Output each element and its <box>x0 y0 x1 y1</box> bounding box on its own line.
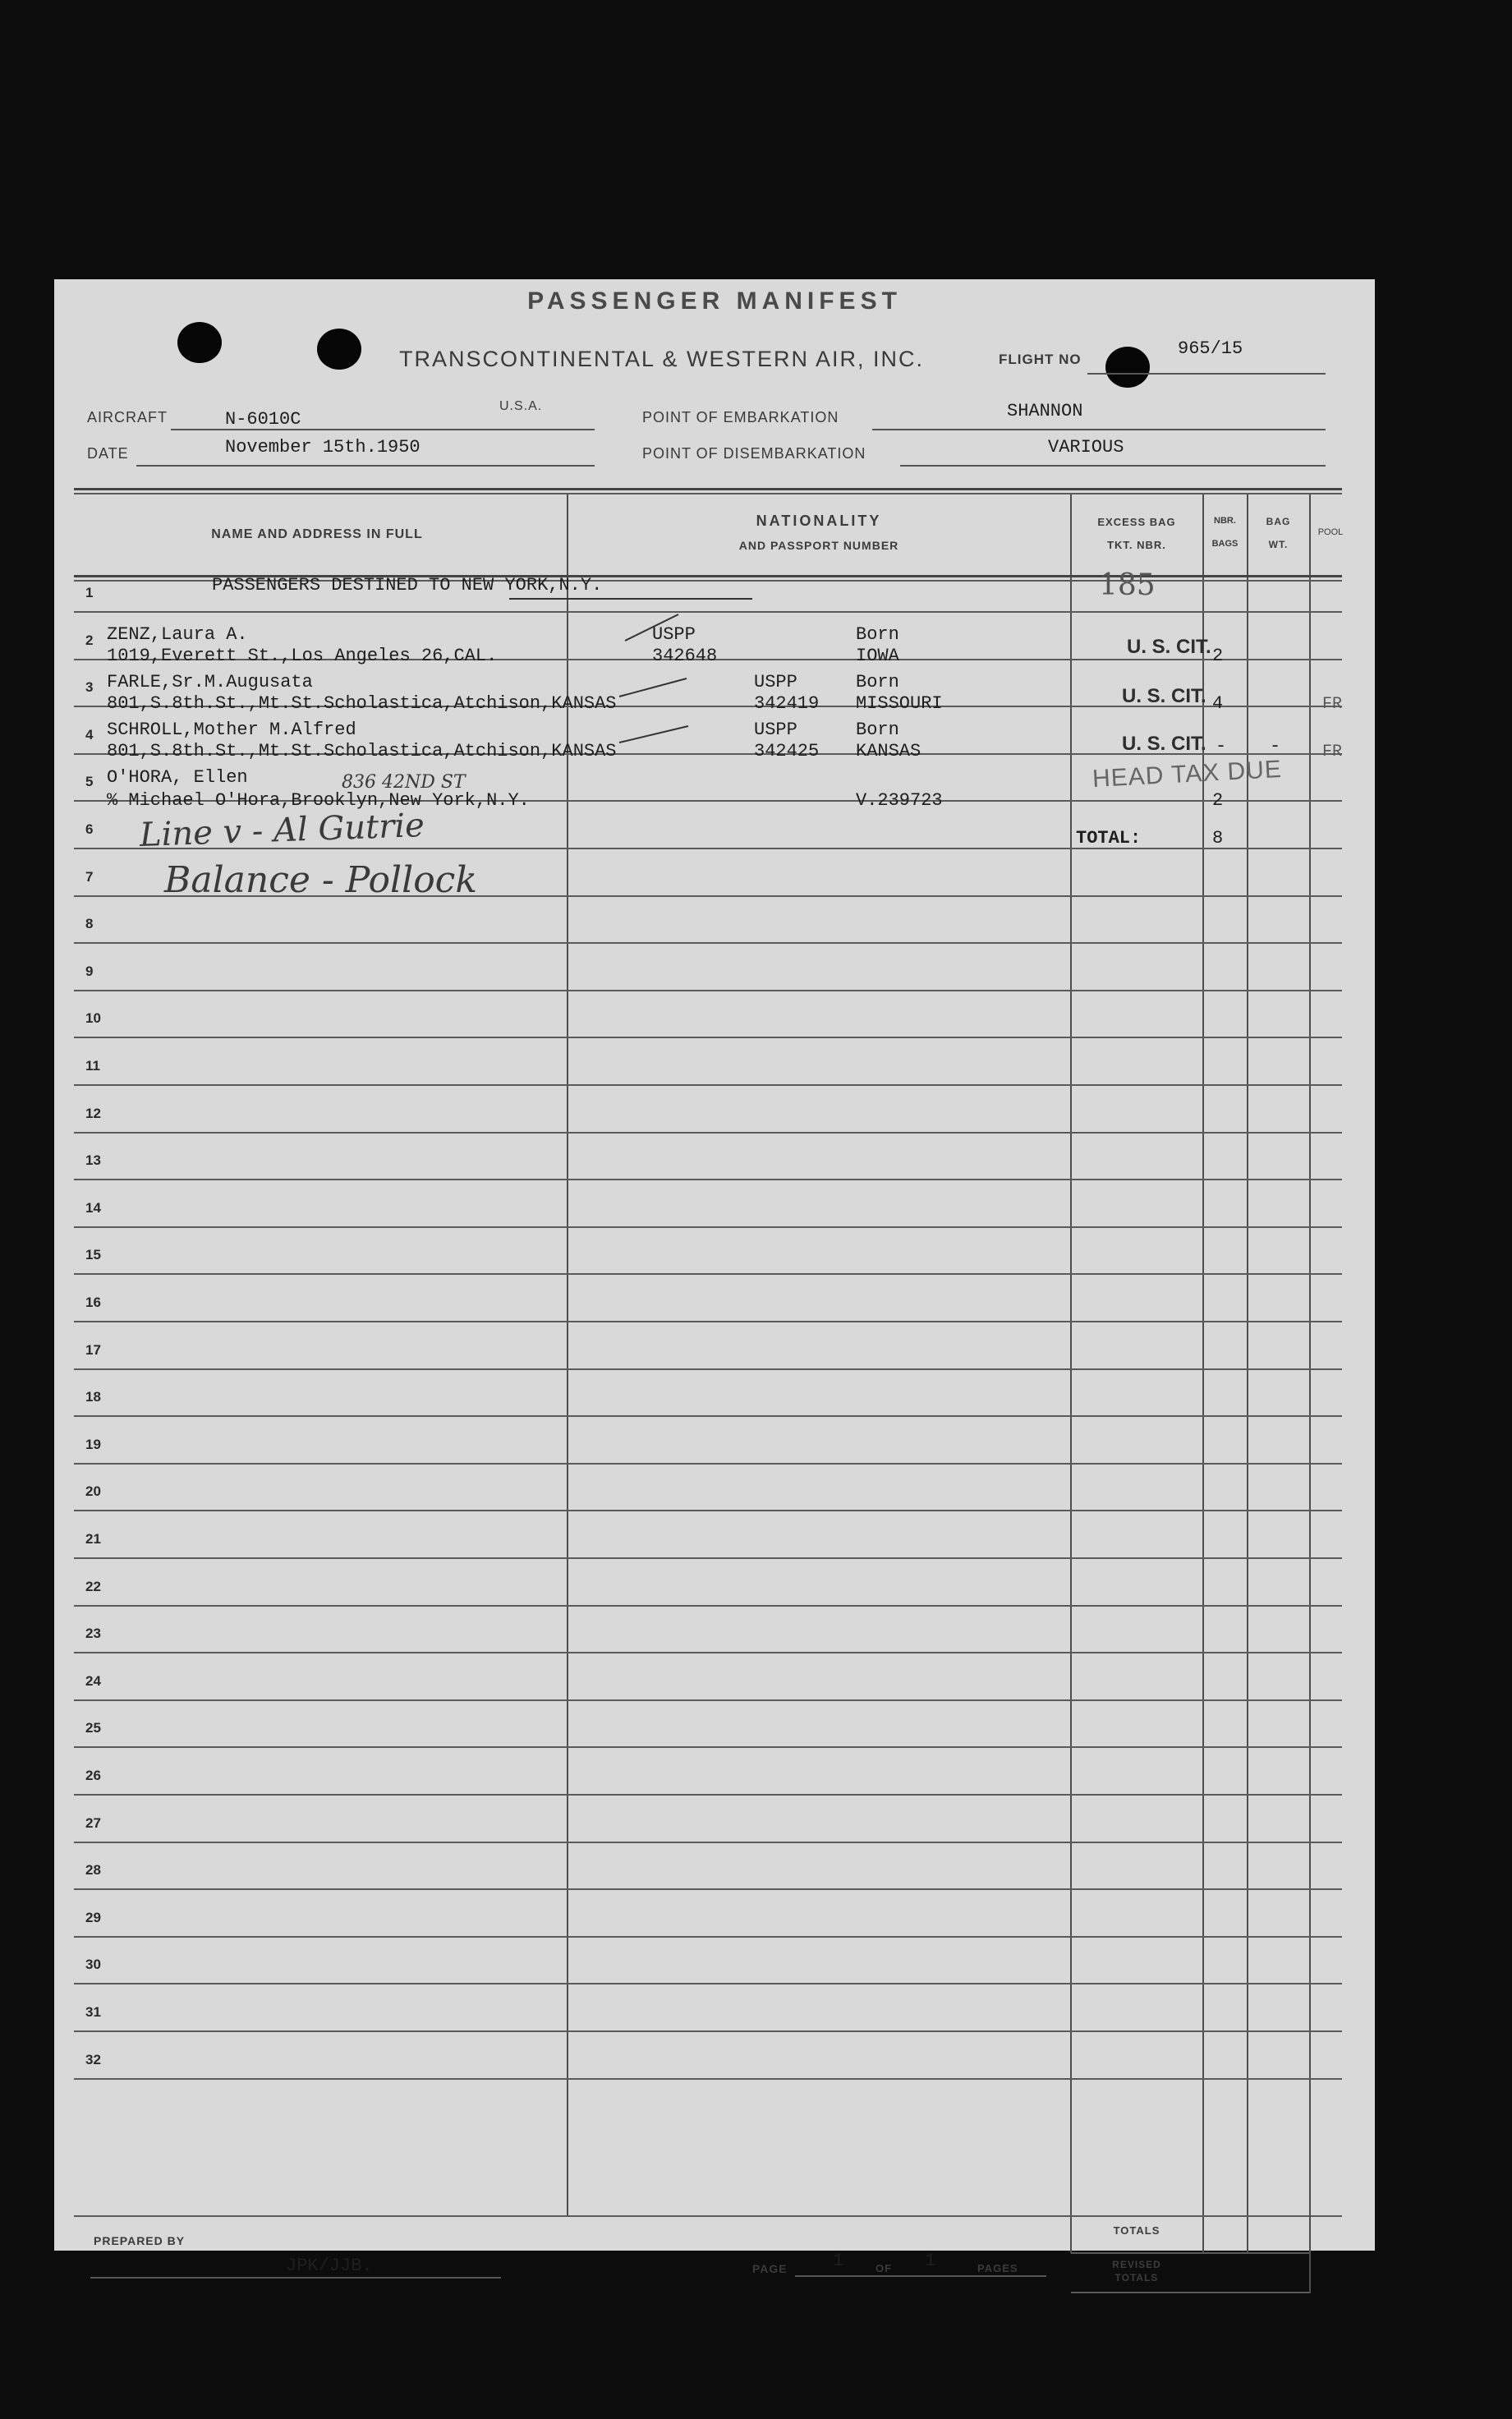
page-label: PAGE <box>752 2262 788 2275</box>
row5-head-tax-stamp: HEAD TAX DUE <box>1091 755 1283 793</box>
row2-passport-type: USPP <box>652 624 696 645</box>
row4-state: KANSAS <box>856 741 921 761</box>
row-divider <box>74 1037 1342 1038</box>
aircraft-label: AIRCRAFT <box>87 409 168 425</box>
row6-total-label: TOTAL: <box>1076 828 1142 848</box>
row2-state: IOWA <box>856 646 899 666</box>
manifest-sheet <box>54 279 1375 2283</box>
embarkation-label: POINT OF EMBARKATION <box>642 409 839 425</box>
row4-bag-weight: - <box>1270 736 1281 757</box>
revised-totals-label: TOTALS <box>1114 2272 1159 2283</box>
row-divider <box>74 1368 1342 1370</box>
row-divider <box>74 1888 1342 1890</box>
row-number: 2 <box>85 632 94 648</box>
row-divider <box>74 1321 1342 1322</box>
row-divider <box>74 1179 1342 1180</box>
row-number: 4 <box>85 726 94 743</box>
revised-label: REVISED <box>1112 2259 1161 2270</box>
disembarkation-value: VARIOUS <box>1048 437 1124 458</box>
row3-name: FARLE,Sr.M.Augusata <box>107 672 313 692</box>
row-number: 15 <box>85 1247 101 1263</box>
row-divider <box>74 1746 1342 1748</box>
row-number: 17 <box>85 1341 101 1358</box>
row2-citizen-stamp: U. S. CIT. <box>1127 636 1211 658</box>
row-number: 6 <box>85 821 94 837</box>
row1-ticket: 185 <box>1099 568 1156 602</box>
header-nationality: NATIONALITY <box>756 513 882 529</box>
row-divider <box>74 1084 1342 1086</box>
row-number: 7 <box>85 868 94 885</box>
row1-text: PASSENGERS DESTINED TO NEW YORK,N.Y. <box>212 575 603 596</box>
row-number: 32 <box>85 2051 101 2067</box>
row-number: 9 <box>85 963 94 979</box>
row5-name: O'HORA, Ellen <box>107 767 248 788</box>
header-bag: BAG <box>1266 516 1291 527</box>
header-ticket-nbr: TKT. NBR. <box>1107 539 1166 551</box>
row3-bags: 4 <box>1212 693 1224 714</box>
row6-total: 8 <box>1212 828 1224 848</box>
date-label: DATE <box>87 445 129 462</box>
row-number: 22 <box>85 1578 101 1594</box>
header-passport: AND PASSPORT NUMBER <box>738 539 899 552</box>
row3-citizen-stamp: U. S. CIT. <box>1122 685 1206 707</box>
row2-bags: 2 <box>1212 646 1224 666</box>
airline-name: TRANSCONTINENTAL & WESTERN AIR, INC. <box>399 347 925 371</box>
header-name-address: NAME AND ADDRESS IN FULL <box>211 527 423 541</box>
embarkation-value: SHANNON <box>1007 401 1083 421</box>
row-divider <box>74 1652 1342 1653</box>
row4-passport-type: USPP <box>754 720 797 740</box>
header-excess-bag: EXCESS BAG <box>1097 516 1176 528</box>
row-number: 11 <box>85 1058 100 1074</box>
pages-label: PAGES <box>977 2262 1018 2274</box>
punch-hole <box>177 322 222 363</box>
row-divider <box>74 990 1342 991</box>
row-number: 30 <box>85 1957 101 1973</box>
header-wt: WT. <box>1268 539 1289 550</box>
row-divider <box>74 1605 1342 1607</box>
header-bags: BAGS <box>1211 539 1239 549</box>
row4-citizen-stamp: U. S. CIT. <box>1122 733 1206 755</box>
header-pool: POOL <box>1317 527 1344 537</box>
row3-state: MISSOURI <box>856 693 943 714</box>
disembarkation-label: POINT OF DISEMBARKATION <box>642 445 866 462</box>
row-number: 31 <box>85 2004 101 2020</box>
row5-visa: V.239723 <box>856 790 943 811</box>
row3-passport-type: USPP <box>754 672 797 692</box>
aircraft-value: N-6010C <box>225 409 301 430</box>
row-number: 8 <box>85 916 94 932</box>
row3-pool: FR <box>1322 695 1343 714</box>
row-number: 21 <box>85 1531 101 1547</box>
row-number: 14 <box>85 1199 101 1216</box>
row-number: 23 <box>85 1626 101 1642</box>
row-divider <box>74 1463 1342 1465</box>
header-nbr: NBR. <box>1214 516 1236 526</box>
row4-pool: FR <box>1322 743 1343 761</box>
manifest-title: PASSENGER MANIFEST <box>527 287 902 315</box>
usa-label: U.S.A. <box>499 399 543 413</box>
row-number: 25 <box>85 1720 101 1736</box>
row-divider <box>74 2078 1342 2080</box>
row-number: 27 <box>85 1814 101 1831</box>
prepared-by-value: JPK/JJB. <box>286 2256 373 2276</box>
row-divider <box>74 1415 1342 1417</box>
row-divider <box>74 1699 1342 1701</box>
row2-name: ZENZ,Laura A. <box>107 624 248 645</box>
row3-born: Born <box>856 672 899 692</box>
row3-passport-no: 342419 <box>754 693 820 714</box>
check-marks <box>547 608 958 821</box>
row-divider <box>74 1936 1342 1938</box>
page-number: 1 <box>833 2251 844 2271</box>
row4-address: 801,S.8th.St.,Mt.St.Scholastica,Atchison,KANSAS <box>107 741 617 761</box>
row5-bags: 2 <box>1212 790 1224 811</box>
row-divider <box>74 942 1342 944</box>
row-number: 18 <box>85 1389 101 1405</box>
row-number: 16 <box>85 1295 101 1310</box>
row2-passport-no: 342648 <box>652 646 718 666</box>
row-divider <box>74 1842 1342 1843</box>
row3-address: 801,S.8th.St.,Mt.St.Scholastica,Atchison,KANSAS <box>107 693 617 714</box>
row-number: 5 <box>85 774 94 790</box>
row-number: 24 <box>85 1672 101 1689</box>
row-divider <box>74 1226 1342 1228</box>
row-divider <box>74 1132 1342 1134</box>
row5-handwritten-address: 836 42ND ST <box>342 772 466 793</box>
row4-passport-no: 342425 <box>754 741 820 761</box>
row-divider <box>74 1557 1342 1559</box>
row-divider <box>74 1794 1342 1796</box>
row-number: 3 <box>85 679 94 696</box>
row-number: 12 <box>85 1105 101 1121</box>
row4-born: Born <box>856 720 899 740</box>
row-number: 20 <box>85 1483 101 1500</box>
flight-no-label: FLIGHT NO <box>999 352 1082 367</box>
row-divider <box>74 1273 1342 1275</box>
row-number: 13 <box>85 1152 101 1169</box>
row2-address: 1019,Everett St.,Los Angeles 26,CAL. <box>107 646 498 666</box>
row-number: 29 <box>85 1909 101 1925</box>
flight-number: 965/15 <box>1178 338 1243 359</box>
row-divider <box>74 1983 1342 1984</box>
row-number: 1 <box>85 585 94 600</box>
row-divider <box>74 2030 1342 2032</box>
row4-name: SCHROLL,Mother M.Alfred <box>107 720 356 740</box>
row-number: 19 <box>85 1436 101 1452</box>
date-value: November 15th.1950 <box>225 437 421 458</box>
handwritten-signature-2: Balance - Pollock <box>164 859 477 901</box>
row2-born: Born <box>856 624 899 645</box>
punch-hole <box>317 329 361 370</box>
row-number: 26 <box>85 1768 101 1783</box>
handwritten-signature-1: Line v - Al Gutrie <box>139 806 425 855</box>
punch-hole <box>1105 347 1150 388</box>
page-total: 1 <box>925 2251 936 2271</box>
row4-bags: - <box>1216 736 1227 757</box>
totals-label: TOTALS <box>1113 2224 1160 2237</box>
prepared-by-label: PREPARED BY <box>94 2234 186 2247</box>
row-divider <box>74 1510 1342 1511</box>
row-number: 28 <box>85 1862 101 1879</box>
row-number: 10 <box>85 1010 101 1027</box>
row5-address: % Michael O'Hora,Brooklyn,New York,N.Y. <box>107 790 530 811</box>
of-label: OF <box>875 2262 893 2274</box>
